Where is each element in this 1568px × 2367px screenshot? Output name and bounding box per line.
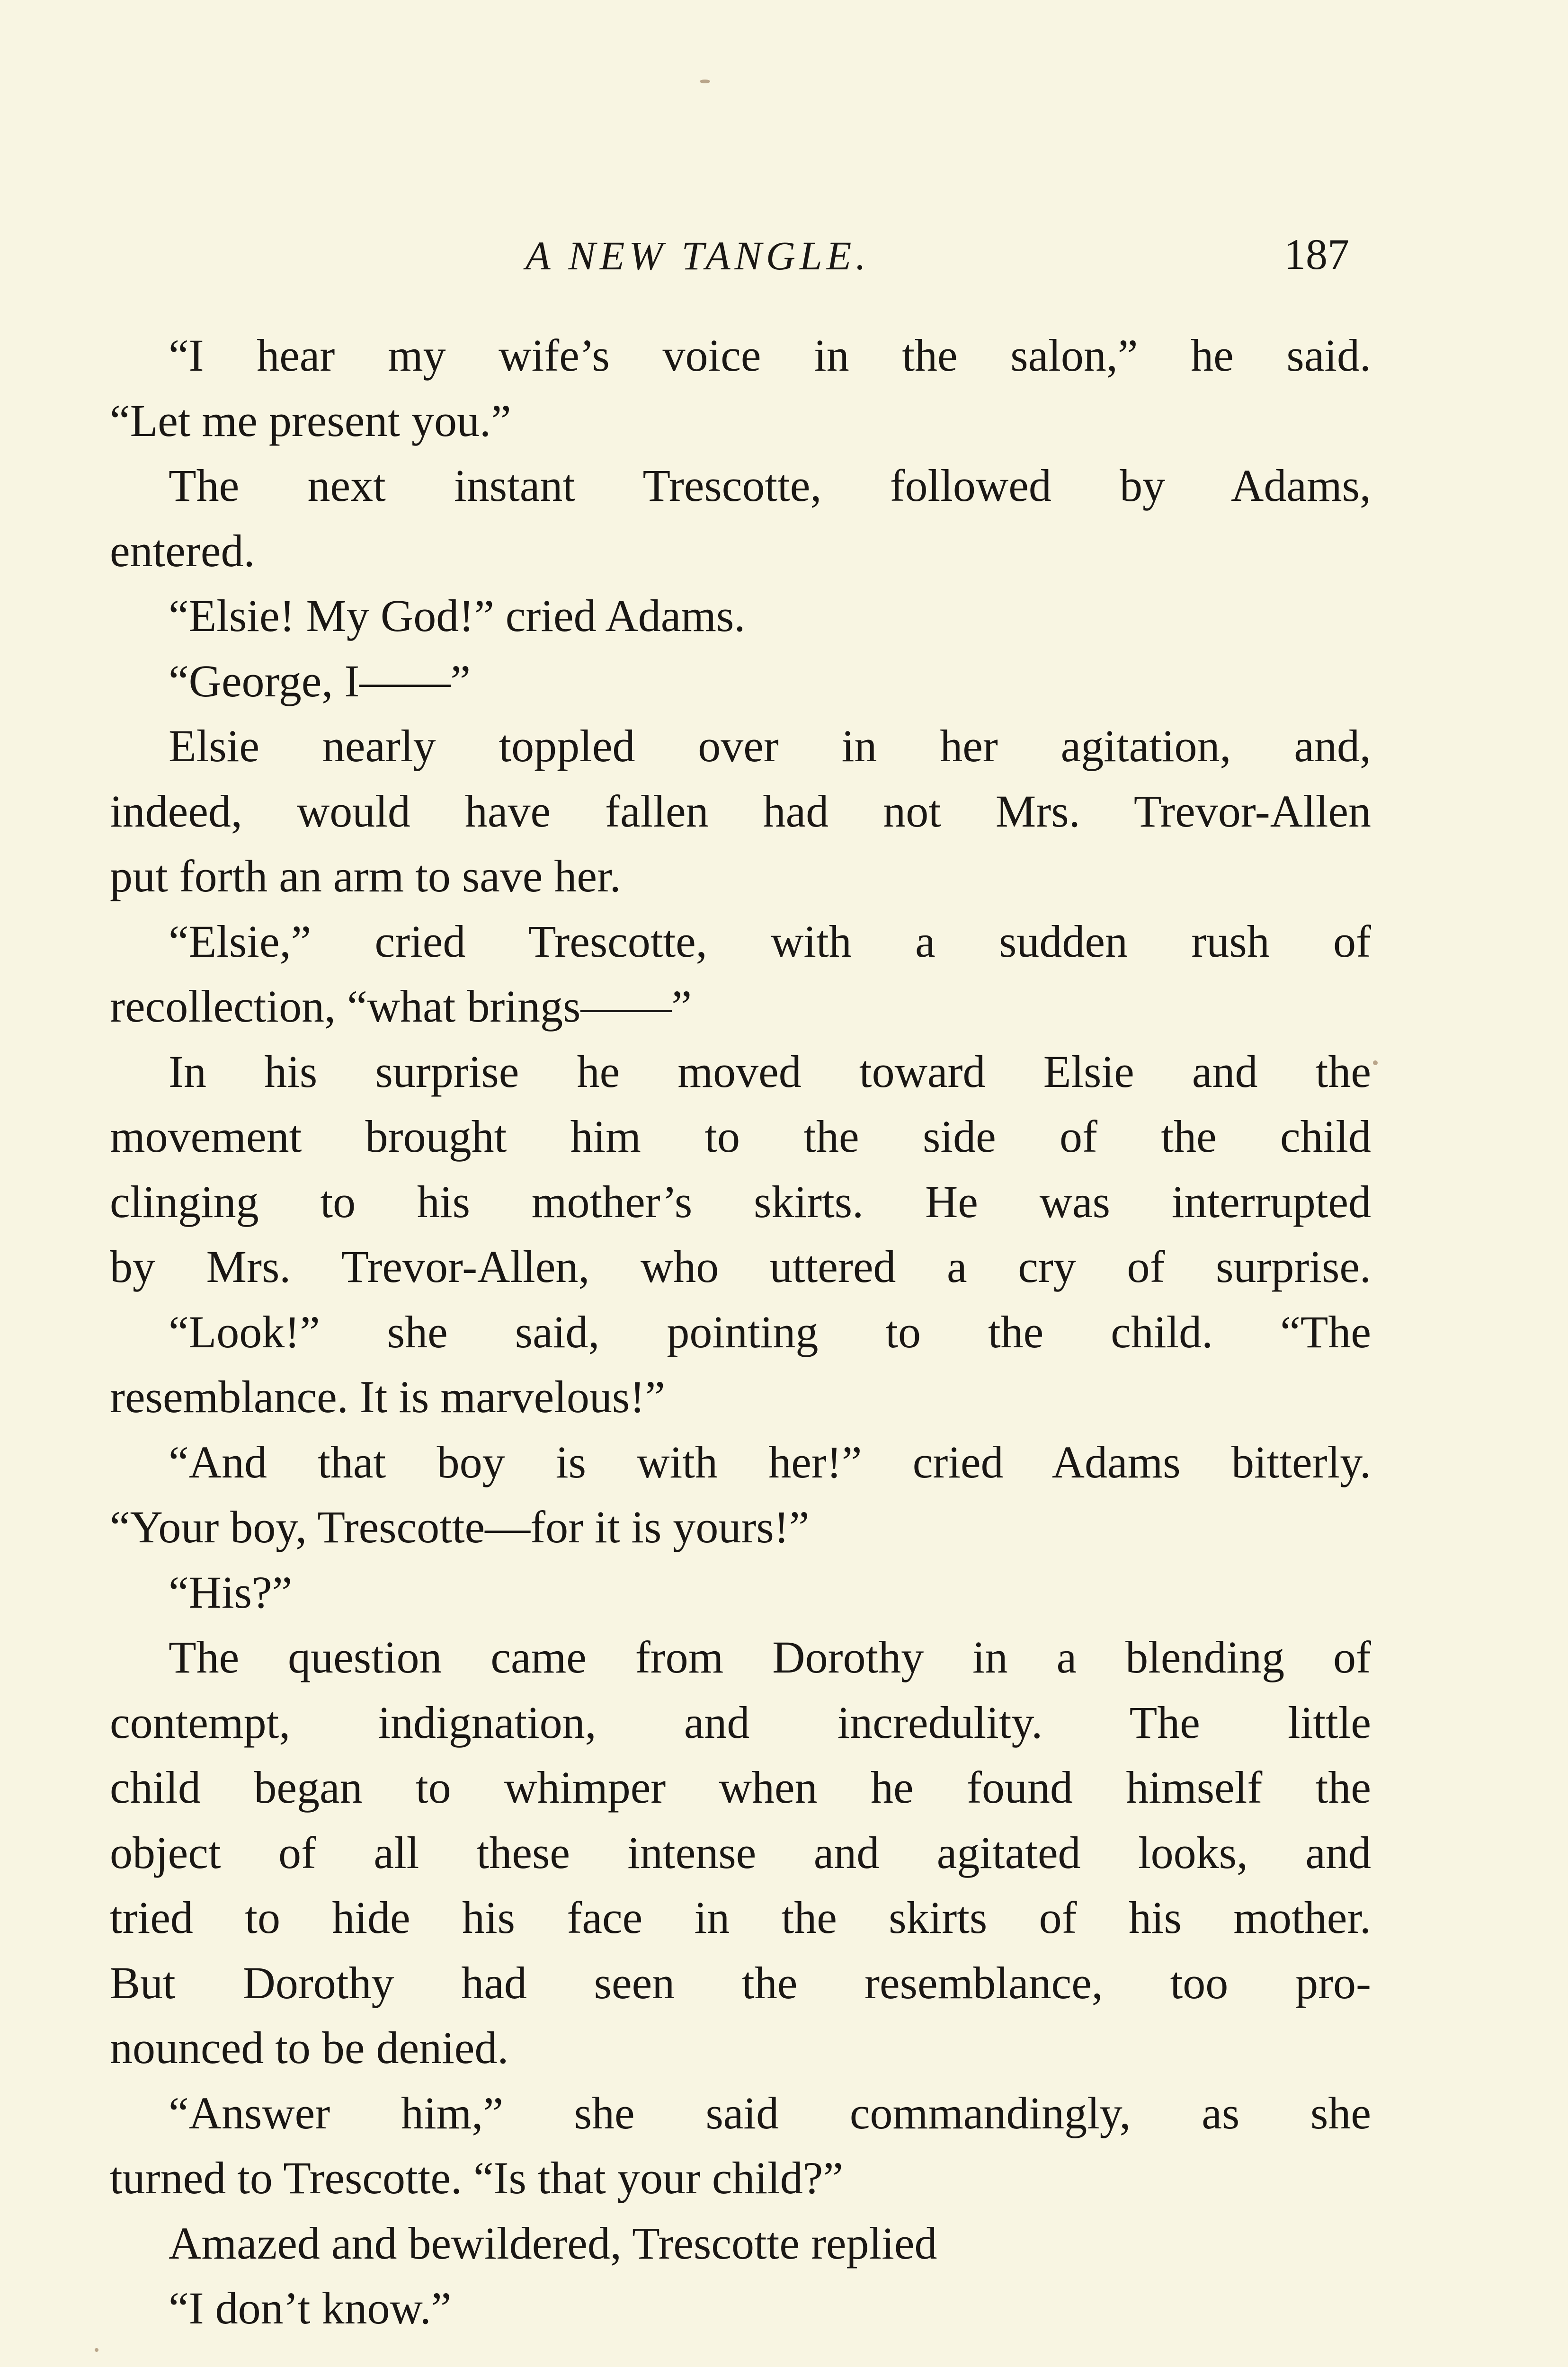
- paper-speck: [700, 80, 710, 83]
- text-line: resemblance. It is marvelous!”: [110, 1371, 665, 1422]
- text-line: turned to Trescotte. “Is that your child?”: [110, 2153, 843, 2203]
- text-line: nounced to be denied.: [110, 2022, 509, 2073]
- text-line: “Let me present you.”: [110, 395, 511, 446]
- text-line: “Answer him,” she said commandingly, as she: [169, 2087, 1371, 2138]
- text-line: “Elsie! My God!” cried Adams.: [169, 590, 746, 641]
- text-line: “George, I——”: [169, 655, 471, 706]
- text-line: “Elsie,” cried Trescotte, with a sudden rush of: [169, 916, 1371, 967]
- text-line: child began to whimper when he found himself the: [110, 1762, 1371, 1813]
- text-line: Amazed and bewildered, Trescotte replied: [169, 2217, 937, 2269]
- text-line: tried to hide his face in the skirts of his mother.: [110, 1892, 1371, 1943]
- text-line: contempt, indignation, and incredulity. The little: [110, 1697, 1371, 1748]
- paper-speck: [95, 2348, 98, 2352]
- text-line: “And that boy is with her!” cried Adams bitterly.: [169, 1436, 1371, 1487]
- page-number: 187: [1284, 230, 1349, 278]
- text-line: The question came from Dorothy in a blending of: [169, 1632, 1371, 1682]
- text-line: object of all these intense and agitated looks, and: [110, 1827, 1371, 1878]
- text-line: clinging to his mother’s skirts. He was interrupted: [110, 1176, 1371, 1227]
- text-line: indeed, would have fallen had not Mrs. Trevor-Allen: [110, 785, 1371, 836]
- text-line: entered.: [110, 525, 255, 576]
- text-line: put forth an arm to save her.: [110, 851, 621, 901]
- text-line: recollection, “what brings——”: [110, 981, 692, 1032]
- text-line: Elsie nearly toppled over in her agitation, and,: [169, 721, 1371, 771]
- running-title: A NEW TANGLE.: [526, 233, 870, 278]
- text-line: movement brought him to the side of the child: [110, 1111, 1371, 1162]
- text-line: “Your boy, Trescotte—for it is yours!”: [110, 1502, 810, 1552]
- text-line: “Look!” she said, pointing to the child. “The: [169, 1306, 1371, 1357]
- text-line: The next instant Trescotte, followed by Adams,: [169, 460, 1371, 511]
- text-line: But Dorothy had seen the resemblance, too pro-: [110, 1957, 1371, 2008]
- text-line: “I don’t know.”: [169, 2283, 452, 2333]
- text-line: “His?”: [169, 1566, 293, 1618]
- paper-speck: [1373, 1060, 1378, 1065]
- text-line: by Mrs. Trevor-Allen, who uttered a cry of surprise.: [110, 1241, 1371, 1292]
- body-text: [110, 323, 1371, 2341]
- text-line: “I hear my wife’s voice in the salon,” he said.: [169, 330, 1371, 381]
- text-line: In his surprise he moved toward Elsie and the: [169, 1046, 1371, 1097]
